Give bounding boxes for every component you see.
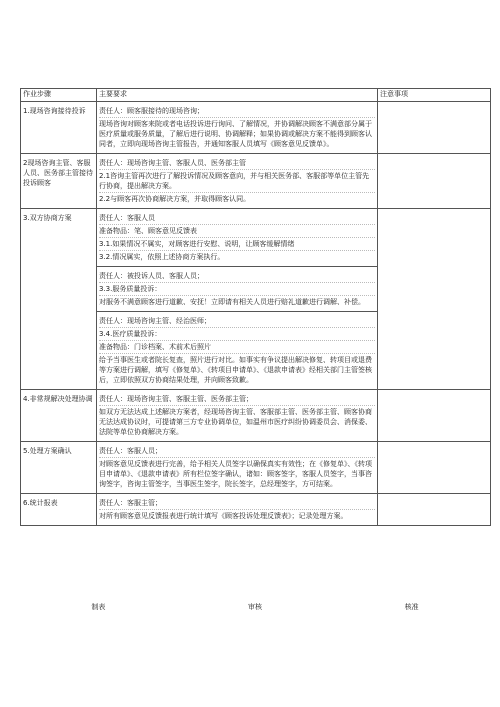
requirement-line: 责任人：客服人员 <box>99 212 375 225</box>
requirement-line: 3.4.医疗质量投诉： <box>99 328 375 341</box>
requirement-line: 给予当事医生或者院长复查，照片进行对比。如事实有争议提出解决修复、转项目或退费等方案进行调解，填写《修复单》、《转项目申请单》、《退款申请表》经相关部门主管签核后，立即依照双方协商结果处理，并向顾客致歉。 <box>99 356 372 384</box>
signature-footer <box>20 602 490 612</box>
step-cell: 2现场咨询主管、客服人员、医务部主管接待投诉顾客 <box>21 154 97 209</box>
requirement-line: 2.2与顾客再次协商解决方案，并取得顾客认同。 <box>99 195 251 203</box>
notes-cell <box>378 209 491 390</box>
footer-reviewed-by: 审核 <box>248 603 262 611</box>
step-cell: 3.双方协商方案 <box>21 209 97 390</box>
procedure-table <box>20 88 491 526</box>
requirement-line: 准备物品：门诊档案、术前术后照片 <box>99 341 375 354</box>
requirement-line: 责任人：现场咨询主管、客服人员、医务部主管 <box>99 157 375 170</box>
table-row <box>21 102 491 154</box>
requirement-line: 3.3.服务质量投诉： <box>99 283 375 296</box>
step-cell: 1.现场咨询接待投诉 <box>21 102 97 154</box>
requirements-cell <box>97 390 378 442</box>
header-requirements: 主要要求 <box>97 89 378 102</box>
requirements-cell <box>97 154 378 209</box>
table-row <box>21 209 491 390</box>
header-step: 作业步骤 <box>21 89 97 102</box>
requirement-line: 如双方无法达成上述解决方案者，经现场咨询主管、客服部主管、医务部主管、顾客协商无法达成协议时，可提请第三方专业协调单位，如温州市医疗纠纷协调委员会、消保委、法院等单位协商解决方案。 <box>99 408 372 436</box>
requirement-line: 对所有顾客意见反馈报表进行统计填写《顾客投诉处理反馈表》；记录处理方案。 <box>99 512 348 520</box>
notes-cell <box>378 102 491 154</box>
table-body <box>21 102 491 526</box>
footer-approved-by: 核准 <box>404 603 419 611</box>
requirement-line: 对顾客意见反馈表进行完善，给予相关人员签字以确保真实有效性；在《修复单》、《转项目申请单》、《退款申请表》所有栏位签字确认，诸如：顾客签字，客服人员签字，当事咨询签字，咨询主管签字，当事医生签字，院长签字，总经理签字，方可结案。 <box>99 460 372 488</box>
procedure-document <box>20 88 490 526</box>
table-row <box>21 154 491 209</box>
requirement-line: 责任人：顾客服接待的现场咨询； <box>99 105 375 118</box>
requirement-line: 对服务不满意顾客进行道歉、安抚！立即请有相关人员进行赔礼道歉进行调解、补偿。 <box>99 298 365 306</box>
requirement-line: 责任人：客服人员； <box>99 445 375 458</box>
notes-cell <box>378 154 491 209</box>
step-cell: 4.非常规解决处理协调 <box>21 390 97 442</box>
requirement-line: 责任人：现场咨询主管、经治医师； <box>99 315 375 328</box>
footer-prepared-by: 制表 <box>91 603 106 611</box>
table-row <box>21 494 491 526</box>
table-header-row <box>21 89 491 102</box>
requirements-cell <box>97 209 378 390</box>
requirement-line: 责任人：被投诉人员、客服人员； <box>99 270 375 283</box>
table-row <box>21 442 491 494</box>
step-cell: 5.处理方案确认 <box>21 442 97 494</box>
requirement-line: 现场咨询对顾客来院或者电话投诉进行询问、了解情况，并协调解决顾客不满意部分属于医疗质量或服务质量，了解后进行说明、协调解释；如果协调或解决方案不能得到顾客认同者，立即向现场咨询主管报告，并通知客服人员填写《顾客意见反馈单》。 <box>99 120 372 148</box>
notes-cell <box>378 494 491 526</box>
requirement-line: 3.2.情况属实，依照上述协商方案执行。 <box>99 253 225 261</box>
step-cell: 6.统计报表 <box>21 494 97 526</box>
requirement-line: 责任人：客服主管； <box>99 497 375 510</box>
requirements-cell <box>97 442 378 494</box>
notes-cell <box>378 390 491 442</box>
requirement-line: 准备物品：笔、顾客意见反馈表 <box>99 225 375 238</box>
table-row <box>21 390 491 442</box>
header-notes: 注意事项 <box>378 89 491 102</box>
requirement-line: 责任人：现场咨询主管、客服主管、医务部主管； <box>99 393 375 406</box>
requirements-cell <box>97 494 378 526</box>
requirement-line: 3.1.如果情况不属实，对顾客进行安慰、说明，让顾客缓解情绪 <box>99 238 375 251</box>
requirements-cell <box>97 102 378 154</box>
notes-cell <box>378 442 491 494</box>
requirement-line: 2.1咨询主管再次进行了解投诉情况及顾客意向，并与相关医务部、客服部等单位主管先行协商，提出解决方案。 <box>99 170 375 193</box>
